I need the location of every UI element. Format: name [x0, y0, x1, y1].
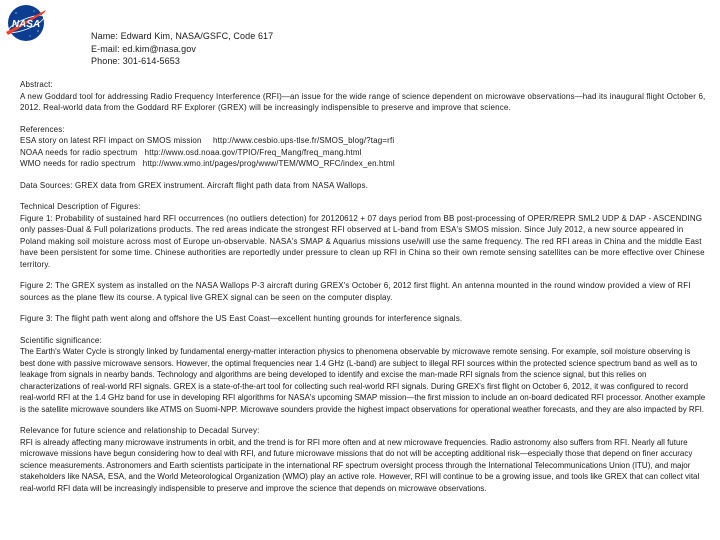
relevance-text: RFI is already affecting many microwave instruments in orbit, and the trend is for RFI more often and at new microwave frequencies. Radio astronomy also suffers from RFI. Nearly all future microwave missions have begun considering how to deal with RFI, and future microwave missions that do not will be accepting additional risk—especially those that depend on finer accuracy science measurements. Astronomers and Earth scientists participate in the international RF spectrum oversight process through the International Telecommunications Union (ITU), and major stakeholders like NASA, ESA, and the World Meteorological Organization (WMO) play an active role. However, RFI will continue to be a growing issue, and tools like GREX that can collect vital real-world RFI data will be increasingly indispensible to preserve and improve the science that depends on microwave observations. — [20, 437, 700, 493]
document-body — [20, 79, 706, 494]
significance-heading: Scientific significance: — [20, 335, 102, 345]
contact-email: E-mail: ed.kim@nasa.gov — [91, 43, 196, 54]
abstract-heading: Abstract: — [20, 80, 53, 89]
reference-label: WMO needs for radio spectrum — [20, 159, 136, 168]
figure-3-description: Figure 3: The flight path went along and offshore the US East Coast—excellent hunting grounds for interference signals. — [20, 314, 463, 323]
figures-heading: Technical Description of Figures: — [20, 202, 141, 211]
figure-2-description: Figure 2: The GREX system as installed on the NASA Wallops P-3 aircraft during GREX's October 6, 2012 first flight. An antenna mounted in the round window provided a view of RFI sources as the plane flew its course. A typical live GREX signal can be seen on the computer display. — [20, 281, 691, 302]
reference-label: ESA story on latest RFI impact on SMOS mission — [20, 136, 202, 145]
reference-link[interactable]: http://www.osd.noaa.gov/TPIO/Freq_Mang/freq_mang.html — [144, 147, 362, 157]
figure-1-description: Figure 1: Probability of sustained hard RFI occurrences (no outliers detection) for 20120612 + 07 days period from BB post-processing of OPER/REPR SML2 UDP & DAP - ASCENDING only passes-Dual & Full polarizations products. The red areas indicate the strongest RFI observed at L-band from ESA's SMOS mission. Since July 2012, a new source appeared in Poland making soil moisture across most of Europe un-observable. NASA's SMAP & Aquarius missions use/will use the same frequency. The red RFI areas in China and the middle East have been persistent for some time. Chinese authorities are reportedly under pressure to clean up RFI in China so their own remote sensing satellites can be more effective over Chinese territory. — [20, 213, 705, 269]
reference-item — [20, 158, 706, 170]
abstract-section — [20, 79, 706, 114]
reference-label: NOAA needs for radio spectrum — [20, 147, 138, 157]
figures-section — [20, 201, 706, 325]
references-section — [20, 124, 706, 170]
reference-item — [20, 147, 706, 159]
reference-link[interactable]: http://www.cesbio.ups-tlse.fr/SMOS_blog/?tag=rfi — [213, 136, 395, 145]
data-sources: Data Sources: GREX data from GREX instrument. Aircraft flight path data from NASA Wallops. — [20, 180, 369, 190]
reference-link[interactable]: http://www.wmo.int/pages/prog/www/TEM/WMO_RFC/index_en.html — [142, 159, 395, 168]
relevance-heading: Relevance for future science and relationship to Decadal Survey: — [20, 426, 260, 435]
reference-item — [20, 135, 706, 147]
significance-section — [20, 335, 706, 416]
relevance-section — [20, 425, 706, 494]
abstract-text: A new Goddard tool for addressing Radio Frequency Interference (RFI)—an issue for the wide range of science dependent on microwave observations—had its inaugural flight October 6, 2012. Real-world data from the Goddard RF Explorer (GREX) will be increasingly indispensible to preserve and improve that science. — [20, 91, 706, 112]
nasa-logo-text: NASA — [11, 19, 41, 30]
contact-block — [91, 30, 273, 68]
contact-phone: Phone: 301-614-5653 — [91, 56, 180, 66]
significance-text: The Earth's Water Cycle is strongly linked by fundamental energy-matter interaction physics to phenomena observable by microwave remote sensing. For example, soil moisture observing is best done with passive microwave sensors. However, the optimal frequencies near 1.4 GHz (L-band) are subject to illegal RFI sources within the protected science spectrum band as well as to leakage from signals in nearby bands. Technology and algorithms are being developed to identify and excise the man-made RFI signals from the science signal, but this relies on characterizations of real-world RFI signals. GREX is a state-of-the-art tool for collecting such real-world RFI signals. During GREX's first flight on October 6, 2012, it was configured to record real-world RFI at the 1.4 GHz band for use in developing RFI algorithms for NASA's upcoming SMAP mission—the first mission to include an on-board dedicated RFI processor. Another example is the satellite microwave sounders like ATMS on Suomi-NPP. Microwave sounders provide the highest impact observations for operational weather forecasts, and they are also impacted by RFI. — [20, 347, 706, 414]
contact-name: Name: Edward Kim, NASA/GSFC, Code 617 — [91, 31, 274, 41]
references-heading: References: — [20, 124, 65, 134]
nasa-logo — [4, 4, 48, 42]
